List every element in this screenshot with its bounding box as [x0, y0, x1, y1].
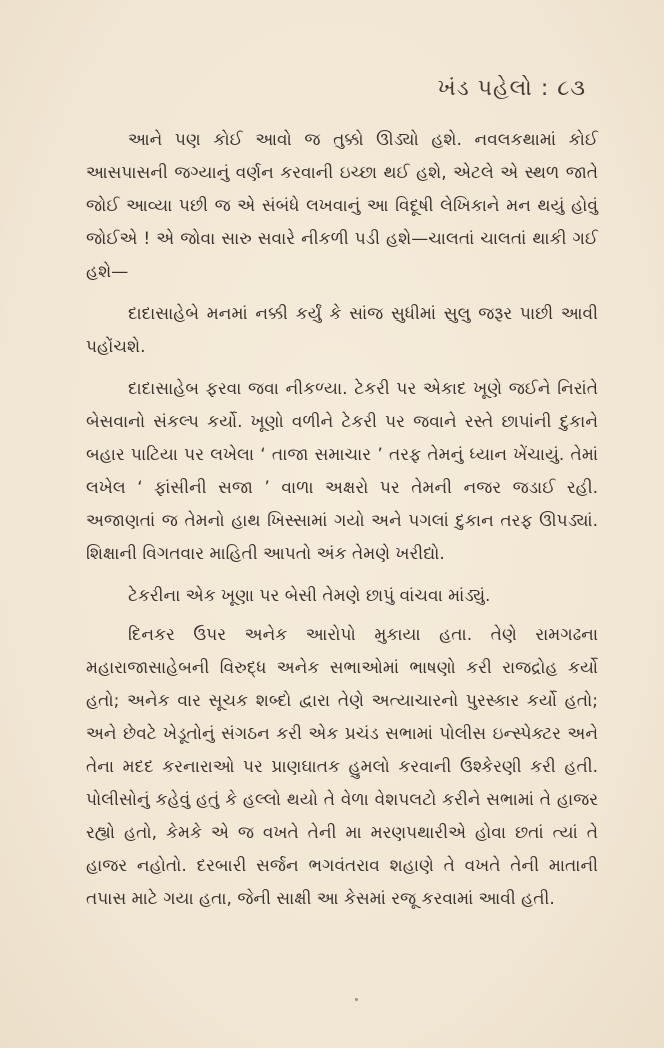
paragraph: આને પણ કોઈ આવો જ તુક્કો ઊડ્યો હશે. નવલકથામાં કોઈ આસપાસની જગ્યાનું વર્ણન કરવાની ઇચ્છા થઈ હશે, એટલે એ સ્થળ જાતે જોઈ આવ્યા પછી જ એ સંબંધે લખવાનું આ વિદૂષી લેખિકાને મન થયું હોવું જોઈએ ! એ જોવા સારુ સવારે નીકળી પડી હશે—ચાલતાં ચાલતાં થાકી ગઈ હશે— — [86, 130, 598, 282]
paragraph: ટેકરીના એક ખૂણા પર બેસી તેમણે છાપું વાંચવા માંડ્યું. — [128, 586, 491, 606]
header-separator: : — [540, 76, 550, 101]
paragraph: દાદાસાહેબે મનમાં નક્કી કર્યું કે સાંજ સુધીમાં સુલુ જરૂર પાછી આવી પહોંચશે. — [86, 304, 598, 357]
paragraph: દાદાસાહેબ ફરવા જવા નીકળ્યા. ટેકરી પર એકાદ ખૂણે જઈને નિરાંતે બેસવાનો સંકલ્પ કર્યો. ખૂણો વળીને ટેકરી પર જવાને રસ્તે છાપાંની દુકાને બહાર પાટિયા પર લખેલા ‘ તાજા સમાચાર ’ તરફ તેમનું ધ્યાન ખેંચાયું. તેમાં લખેલ ‘ ફાંસીની સજા ’ વાળા અક્ષરો પર તેમની નજર જડાઈ રહી. અજાણતાં જ તેમનો હાથ ખિસ્સામાં ગયો અને પગલાં દુકાન તરફ ઊપડ્યાં. શિક્ષાની વિગતવાર માહિતી આપતો અંક તેમણે ખરીદ્યો. — [86, 379, 598, 564]
paragraph: દિનકર ઉપર અનેક આરોપો મુકાયા હતા. તેણે રામગઢના મહારાજાસાહેબની વિરુદ્ધ અનેક સભાઓમાં ભાષણો કરી રાજદ્રોહ કર્યો હતો; અનેક વાર સૂચક શબ્દો દ્વારા તેણે અત્યાચારનો પુરસ્કાર કર્યો હતો; અને છેવટે ખેડૂતોનું સંગઠન કરી એક પ્રચંડ સભામાં પોલીસ ઇન્સ્પેક્ટર અને તેના મદદ કરનારાઓ પર પ્રાણઘાતક હુમલો કરવાની ઉશ્કેરણી કરી હતી. પોલીસોનું કહેવું હતું કે હલ્લો થયો તે વેળા વેશપલટો કરીને સભામાં તે હાજર રહ્યો હતો, કેમકે એ જ વખતે તેની મા મરણપથારીએ હોવા છતાં ત્યાં તે હાજર નહોતો. દરબારી સર્જન ભગવંતરાવ શહાણે તે વખતે તેની માતાની તપાસ માટે ગયા હતા, જેની સાક્ષી આ કેસમાં રજૂ કરવામાં આવી હતી. — [86, 625, 598, 909]
section-title: ખંડ પહેલો — [437, 76, 533, 101]
body-text — [86, 124, 598, 925]
paper-speck — [355, 998, 358, 1001]
page-number: ૮૩ — [557, 76, 586, 101]
running-header — [438, 76, 586, 101]
